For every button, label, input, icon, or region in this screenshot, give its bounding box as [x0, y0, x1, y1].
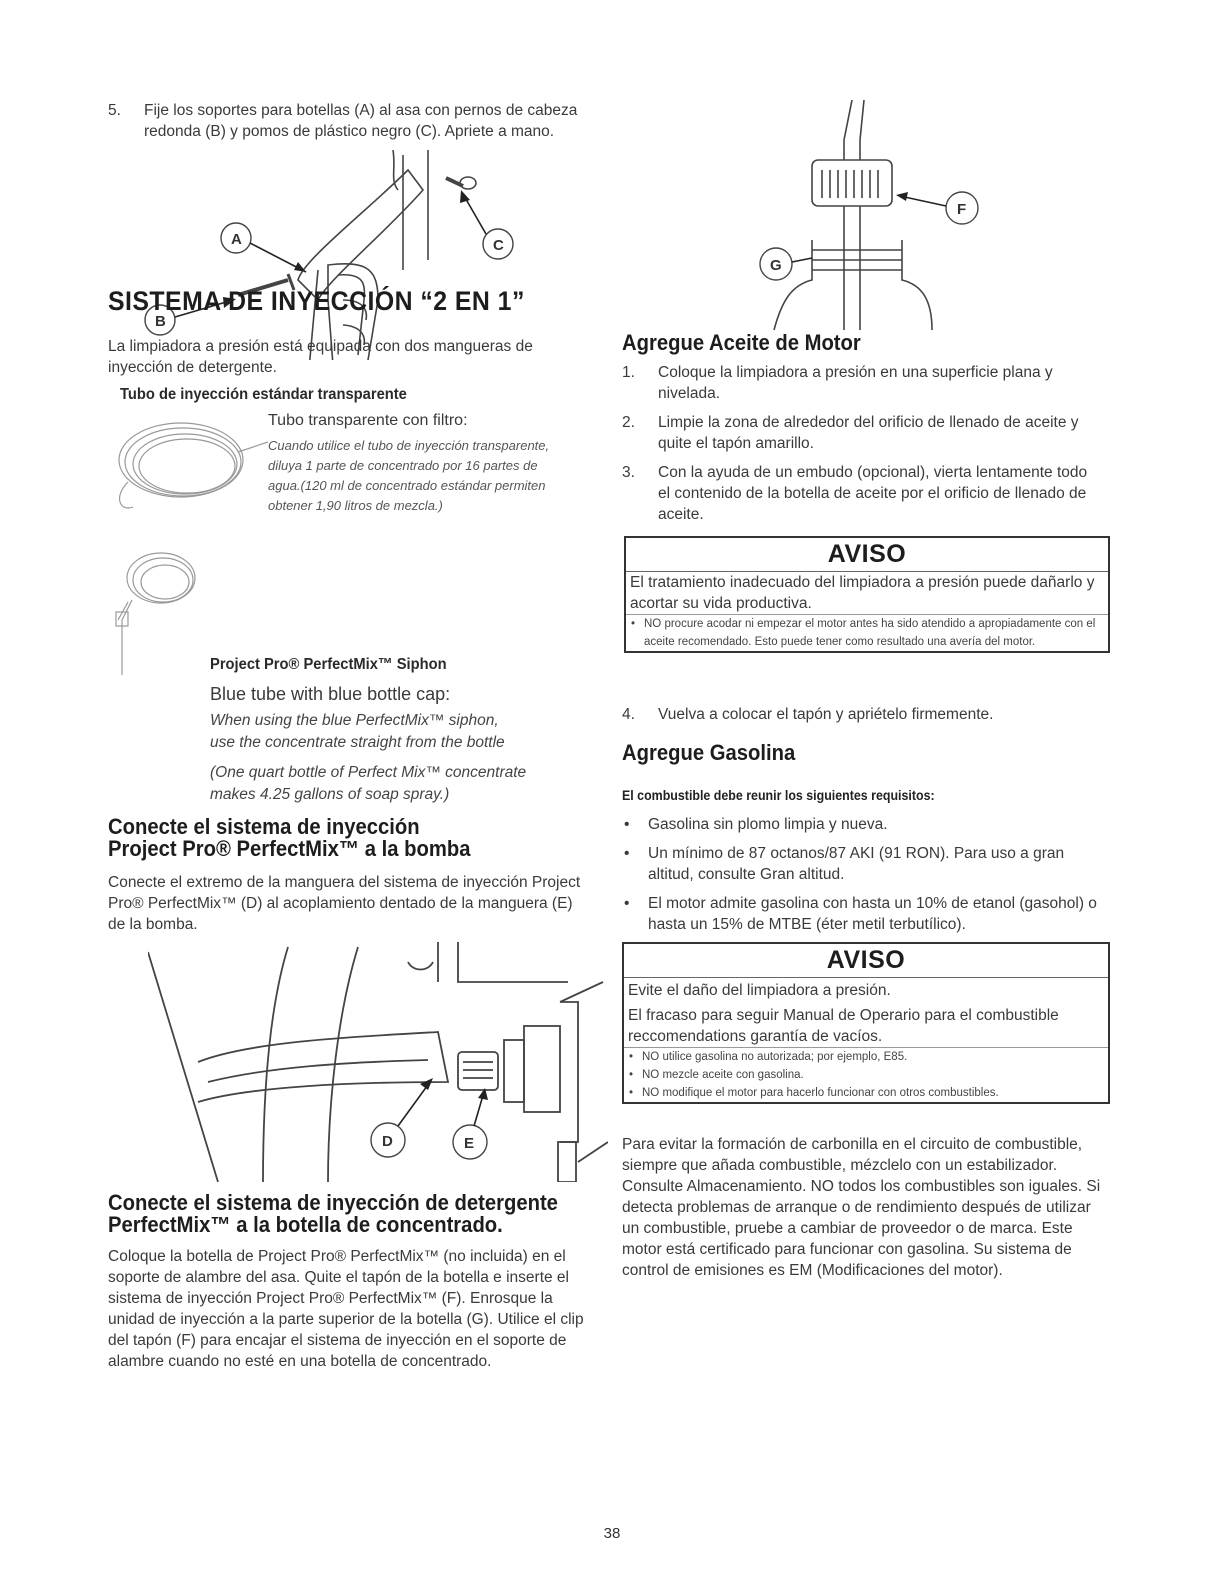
gasolina-bullet: • Gasolina sin plomo limpia y nueva. [622, 814, 1108, 835]
callout-f [896, 192, 978, 224]
siphon-note-line: When using the blue PerfectMix™ siphon, [210, 712, 499, 729]
aviso-line: El fracaso para seguir Manual de Operario para el combustible reccomendations garantía de vacíos. [624, 1001, 1108, 1048]
gasolina-title: Agregue Gasolina [622, 740, 796, 765]
siphon-note-line: (One quart bottle of Perfect Mix™ concentrate [210, 764, 527, 781]
siphon-bottle-illustration [752, 100, 1132, 330]
tubo-heading: Tubo de inyección estándar transparente [120, 386, 407, 403]
conecte-2-text: Coloque la botella de Project Pro® PerfectMix™ (no incluida) en el soporte de alambre del asa. Quite el tapón de la botella e inserte el sistema de inyección Project Pro® PerfectMix™ (F). Enrosque la unidad de inyección a la parte superior de la botella (G). Utilice el clip del tapón (F) para encajar el sistema de inyección en el soporte de alambre cuando no esté en una botella de concentrado. [108, 1248, 584, 1370]
conecte-1-text: Conecte el extremo de la manguera del sistema de inyección Project Pro® PerfectMix™ (D) al acoplamiento dentado de la manguera (E) de la bomba. [108, 874, 581, 933]
aceite-step-4 [622, 704, 1102, 725]
siphon-note-line: use the concentrate straight from the bottle [210, 734, 505, 751]
conecte-1-title-line: Conecte el sistema de inyección [108, 814, 420, 839]
step-5 [108, 100, 588, 142]
siphon-note-2 [210, 762, 590, 806]
tubo-label: Tubo transparente con filtro: [268, 412, 468, 429]
siphon-note-line: makes 4.25 gallons of soap spray.) [210, 786, 450, 803]
siphon-tube-illustration [108, 540, 208, 680]
callout-e [453, 1088, 488, 1159]
siphon-note-1 [210, 710, 590, 754]
tubo-note [268, 436, 598, 516]
aviso-line: Evite el daño del limpiadora a presión. [628, 982, 891, 999]
step-text: Limpie la zona de alrededor del orificio de llenado de aceite y quite el tapón amarillo. [658, 414, 1079, 452]
conecte-1-title [108, 816, 470, 860]
clear-tube-illustration [108, 412, 268, 522]
tubo-note-line: agua.(120 ml de concentrado estándar permiten [268, 478, 546, 493]
step-number: 3. [622, 464, 635, 481]
aviso-bullet: • NO mezcle aceite con gasolina. [624, 1066, 1108, 1084]
siphon-heading: Project Pro® PerfectMix™ Siphon [210, 656, 447, 673]
gasolina-bullet: • Un mínimo de 87 octanos/87 AKI (91 RON). Para uso a gran altitud, consulte Gran altitud. [622, 843, 1108, 885]
sistema-title: SISTEMA DE INYECCIÓN “2 EN 1” [108, 286, 525, 316]
conecte-1-title-line: Project Pro® PerfectMix™ a la bomba [108, 836, 471, 861]
step-number: 1. [622, 364, 635, 381]
callout-f-label: F [957, 201, 967, 218]
left-column [108, 100, 598, 1370]
callout-g [760, 248, 812, 280]
tubo-note-line: diluya 1 parte de concentrado por 16 partes de [268, 458, 538, 473]
step-text: Con la ayuda de un embudo (opcional), vierta lentamente todo el contenido de la botella de aceite por el orificio de llenado de aceite. [658, 464, 1088, 523]
aviso-title: AVISO [626, 538, 1108, 572]
aceite-title: Agregue Aceite de Motor [622, 330, 861, 355]
gasolina-bullet: • El motor admite gasolina con hasta un 10% de etanol (gasohol) o hasta un 15% de MTBE (éter metil terbutílico). [622, 893, 1108, 935]
conecte-2-title-line: Conecte el sistema de inyección de detergente [108, 1190, 558, 1215]
sistema-text: La limpiadora a presión está equipada con dos mangueras de inyección de detergente. [108, 338, 533, 376]
callout-c [460, 190, 513, 259]
aviso-bullet: • NO modifique el motor para hacerlo funcionar con otros combustibles. [624, 1084, 1108, 1102]
bottle-holder-illustration [128, 150, 548, 360]
callout-e-label: E [464, 1135, 475, 1152]
aceite-steps [622, 362, 1102, 525]
siphon-label: Blue tube with blue bottle cap: [210, 684, 451, 704]
step-text: Coloque la limpiadora a presión en una superficie plana y nivelada. [658, 364, 1053, 402]
aceite-step-1 [622, 362, 1102, 404]
callout-d [371, 1078, 433, 1157]
step-text: Vuelva a colocar el tapón y apriételo firmemente. [658, 706, 994, 723]
step-number: 4. [622, 706, 635, 723]
conecte-2-title-line: PerfectMix™ a la botella de concentrado. [108, 1212, 503, 1237]
aceite-step-3 [622, 462, 1102, 525]
aviso-title: AVISO [624, 944, 1108, 978]
final-text: Para evitar la formación de carbonilla en el circuito de combustible, siempre que añada combustible, mézclelo con un estabilizador. Consulte Almacenamiento. NO todos los combustibles son iguales. Si detecta problemas de arranque o de rendimiento después de utilizar un combustible, pruebe a cambiar de proveedor o de marca. Este motor está certificado para funcionar con gasolina. Su sistema de control de emisiones es EM (Modificaciones del motor). [622, 1136, 1101, 1279]
step-text: Fije los soportes para botellas (A) al asa con pernos de cabeza redonda (B) y pomos de plástico negro (C). Apriete a mano. [144, 102, 578, 140]
aviso-bullet: • NO utilice gasolina no autorizada; por ejemplo, E85. [624, 1048, 1108, 1066]
gasolina-bullets [622, 814, 1108, 935]
callout-a-label: A [231, 231, 242, 248]
callout-g-label: G [770, 257, 782, 274]
step-number: 2. [622, 414, 635, 431]
tubo-note-line: obtener 1,90 litros de mezcla.) [268, 498, 443, 513]
callout-d-label: D [382, 1133, 393, 1150]
aceite-step-2 [622, 412, 1102, 454]
callout-c-label: C [493, 237, 504, 254]
step-number: 5. [108, 102, 121, 119]
conecte-2-title [108, 1192, 558, 1236]
aviso-line: El tratamiento inadecuado del limpiadora a presión puede dañarlo y acortar su vida productiva. [626, 572, 1108, 615]
aviso-fuel-box [622, 942, 1110, 1104]
callout-b-label: B [155, 313, 166, 330]
aviso-bullet: • NO procure acodar ni empezar el motor antes ha sido atendido a apropiadamente con el aceite recomendado. Esto puede tener como resultado una avería del motor. [626, 615, 1108, 651]
tubo-note-line: Cuando utilice el tubo de inyección transparente, [268, 438, 550, 453]
hose-to-pump-illustration [148, 942, 608, 1182]
callout-a [221, 223, 306, 272]
aviso-oil-box [624, 536, 1110, 653]
combustible-heading: El combustible debe reunir los siguientes requisitos: [622, 788, 935, 803]
page-number: 38 [603, 1525, 621, 1542]
